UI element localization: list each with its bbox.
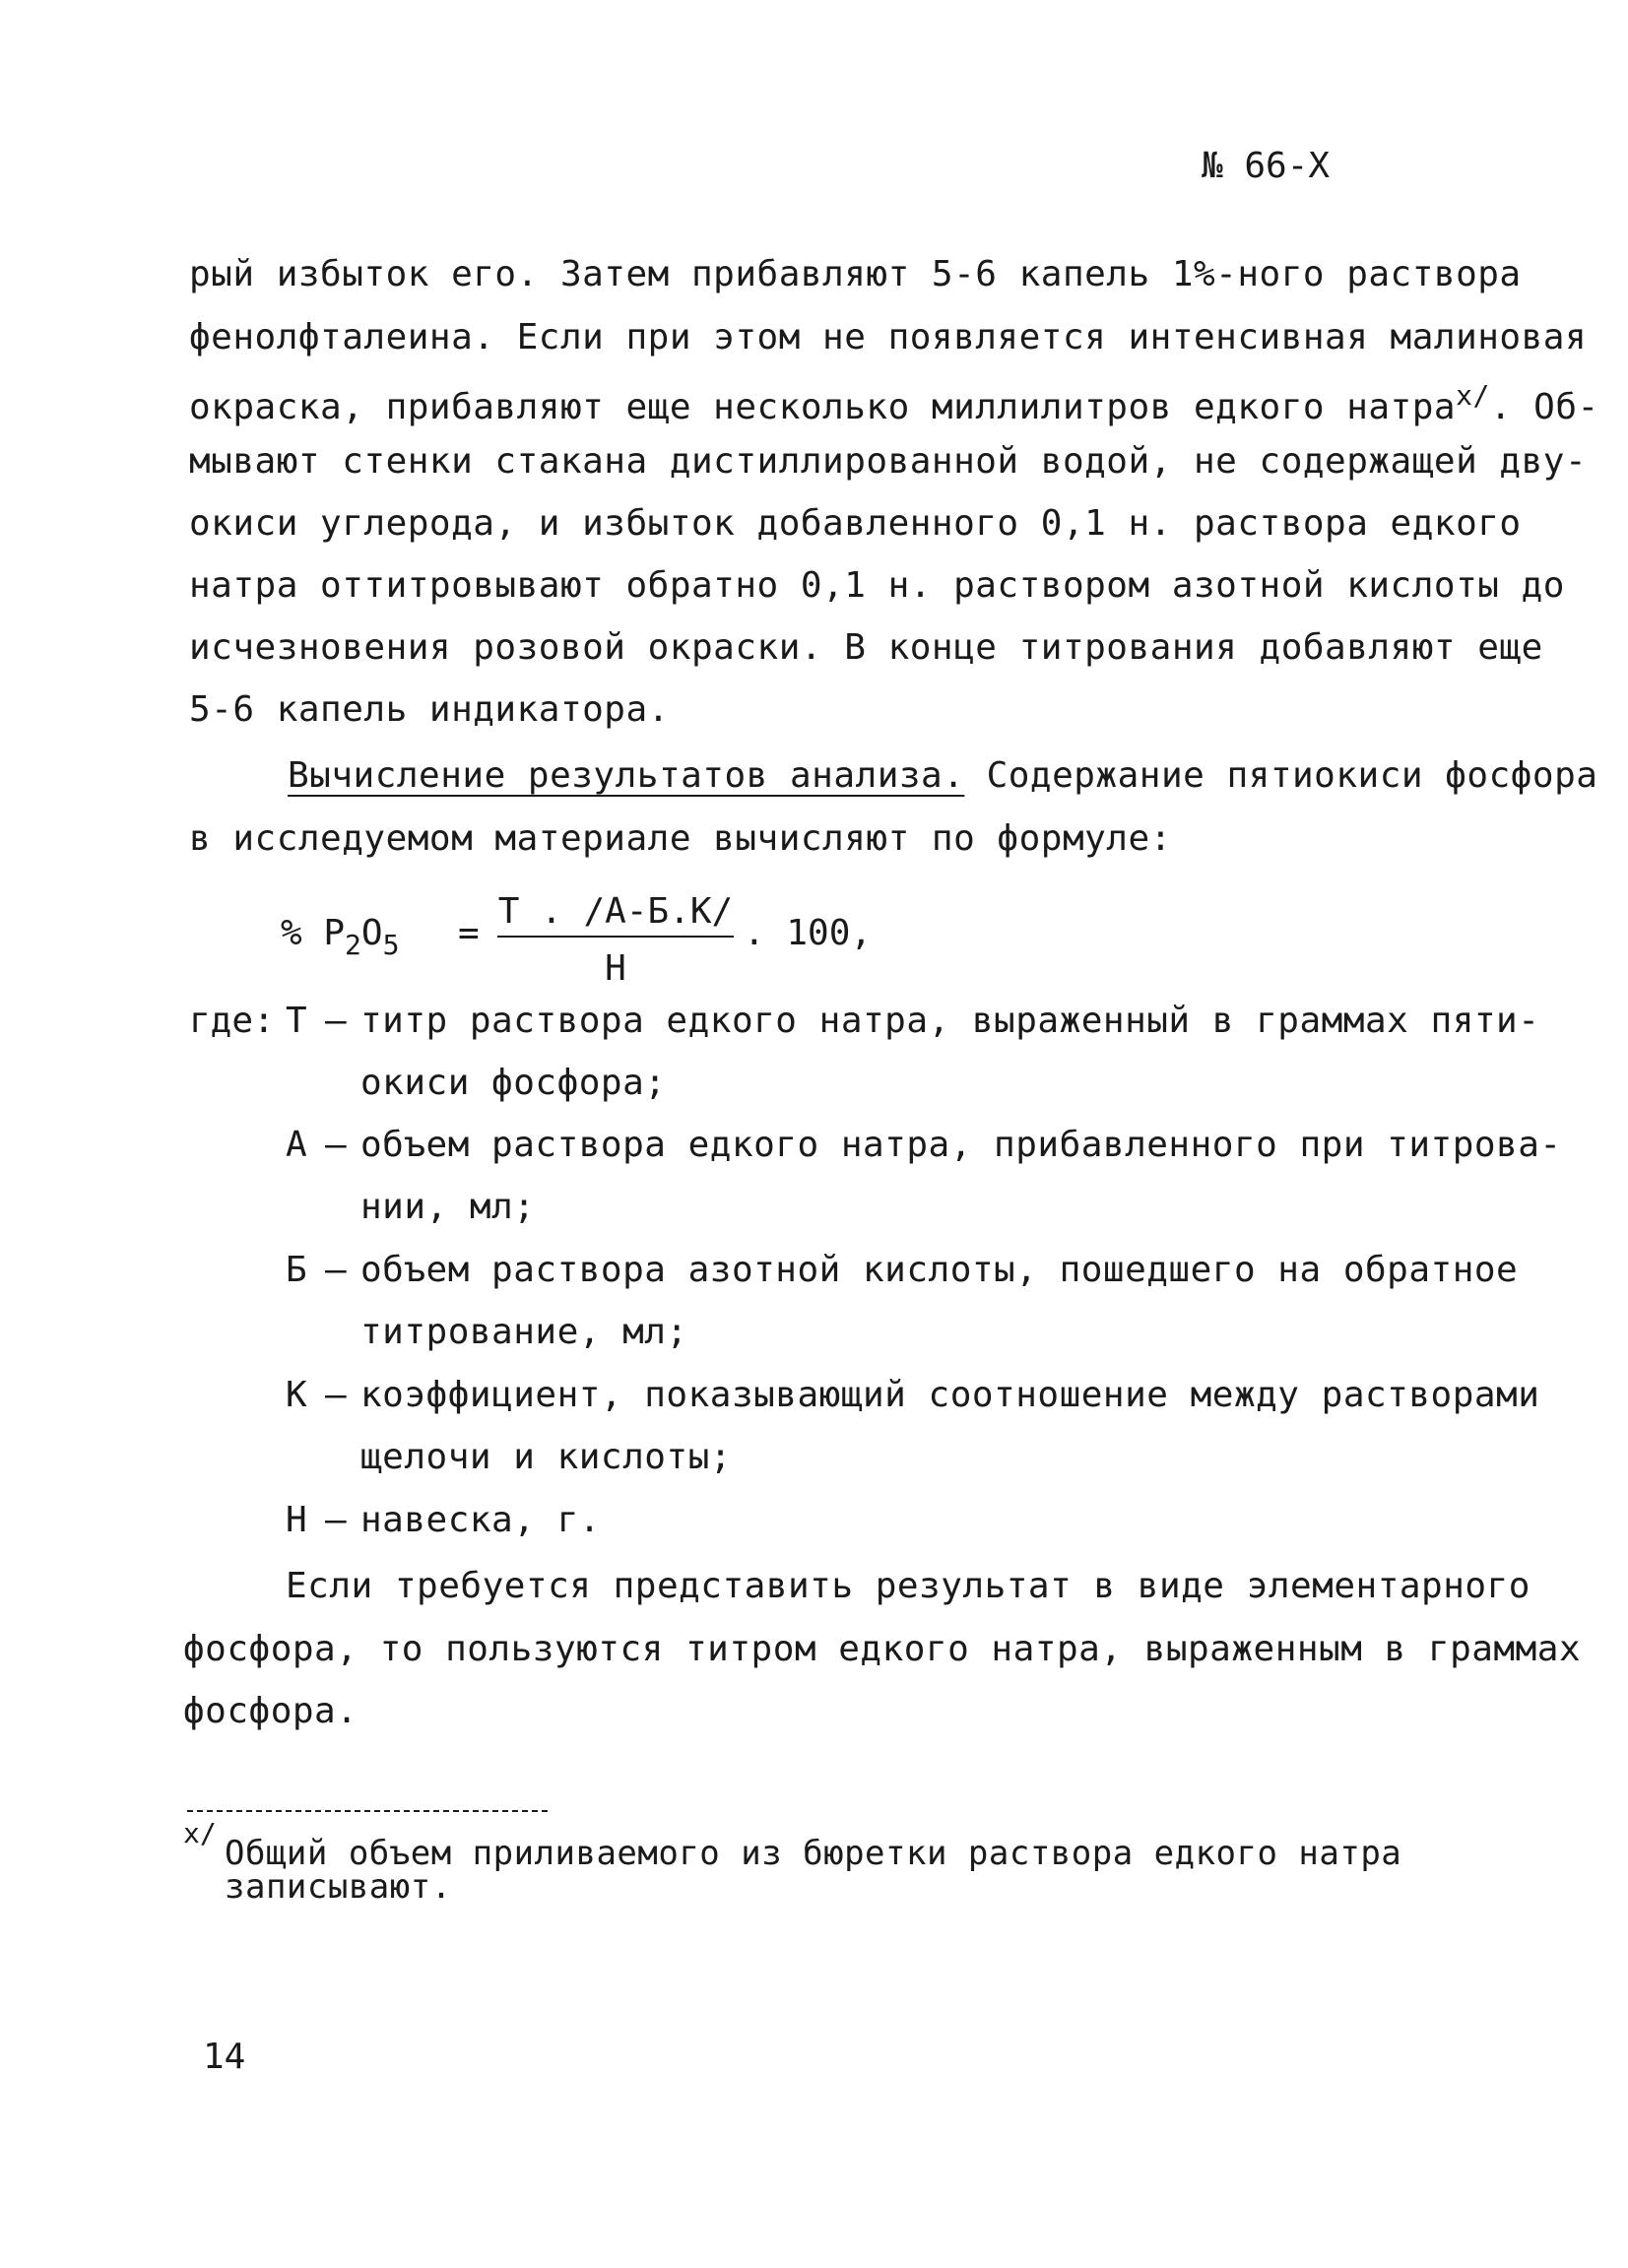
section-text-1: Содержание пятиокиси фосфора — [964, 755, 1598, 796]
definition-text-cont: титрование, мл; — [360, 1312, 688, 1352]
document-number: № 66-Х — [1202, 146, 1331, 186]
formula-lhs-prefix: % Р — [281, 913, 346, 953]
body-line-1: рый избыток его. Затем прибавляют 5-6 капель 1%-ного раствора — [189, 254, 1522, 294]
closing-line-2: фосфора, то пользуются титром едкого натра, выраженным в граммах — [183, 1629, 1582, 1669]
footnote-line-2: записывают. — [225, 1867, 452, 1907]
definition-dash: – — [325, 1500, 347, 1540]
definition-text: титр раствора едкого натра, выраженный в граммах пяти- — [360, 1001, 1540, 1041]
definitions-intro: где: — [189, 1001, 275, 1041]
definition-symbol: Б — [286, 1250, 307, 1290]
body-line-5: окиси углерода, и избыток добавленного 0,1 н. раствора едкого — [189, 503, 1522, 544]
section-heading: Вычисление результатов анализа. — [288, 755, 965, 796]
body-line-6: натра оттитровывают обратно 0,1 н. раствором азотной кислоты до — [189, 565, 1565, 606]
body-line-3-tail: . Об- — [1489, 387, 1599, 427]
definition-text: объем раствора едкого натра, прибавленного при титрова- — [360, 1125, 1562, 1165]
footnote-separator — [187, 1810, 548, 1812]
page-number: 14 — [203, 2037, 246, 2077]
definition-symbol: Т — [286, 1001, 307, 1041]
definition-dash: – — [325, 1125, 347, 1165]
formula-tail: . 100, — [744, 913, 873, 953]
body-line-3 — [189, 379, 1599, 427]
footnote-mark: х/ — [183, 1817, 217, 1849]
body-line-4: мывают стенки стакана дистиллированной водой, не содержащей дву- — [189, 441, 1588, 482]
closing-line-1: Если требуется представить результат в виде элементарного — [286, 1566, 1530, 1606]
formula-lhs — [281, 913, 399, 961]
footnote-line-1: Общий объем приливаемого из бюретки раствора едкого натра — [225, 1834, 1402, 1873]
body-line-3-text: окраска, прибавляют еще несколько миллилитров едкого натра — [189, 387, 1457, 427]
definition-text-cont: щелочи и кислоты; — [360, 1437, 732, 1477]
formula-equals: = — [458, 913, 480, 953]
formula-lhs-mid: О — [360, 913, 383, 953]
footnote-reference: х/ — [1456, 379, 1490, 412]
body-line-7: исчезновения розовой окраски. В конце титрования добавляют еще — [189, 627, 1543, 668]
body-line-8: 5-6 капель индикатора. — [189, 689, 670, 730]
section-line-1 — [288, 755, 1597, 796]
definition-symbol: К — [286, 1375, 307, 1415]
definition-text-cont: окиси фосфора; — [360, 1063, 667, 1103]
definition-dash: – — [325, 1375, 347, 1415]
definition-text-cont: нии, мл; — [360, 1187, 536, 1227]
formula-denominator: Н — [605, 948, 626, 989]
definition-dash: – — [325, 1001, 347, 1041]
formula — [281, 891, 873, 1000]
definition-text: объем раствора азотной кислоты, пошедшего на обратное — [360, 1250, 1519, 1290]
formula-numerator: Т . /А-Б.К/ — [497, 891, 734, 938]
definition-text: навеска, г. — [360, 1500, 601, 1540]
definition-dash: – — [325, 1250, 347, 1290]
formula-fraction — [497, 891, 734, 1000]
closing-line-3: фосфора. — [183, 1691, 358, 1731]
formula-subscript-2: 2 — [345, 929, 361, 961]
section-line-2: в исследуемом материале вычисляют по формуле: — [189, 818, 1172, 859]
formula-subscript-5: 5 — [382, 929, 400, 961]
definition-symbol: А — [286, 1125, 307, 1165]
definition-text: коэффициент, показывающий соотношение между растворами — [360, 1375, 1540, 1415]
definition-symbol: Н — [286, 1500, 307, 1540]
body-line-2: фенолфталеина. Если при этом не появляется интенсивная малиновая — [189, 317, 1588, 357]
